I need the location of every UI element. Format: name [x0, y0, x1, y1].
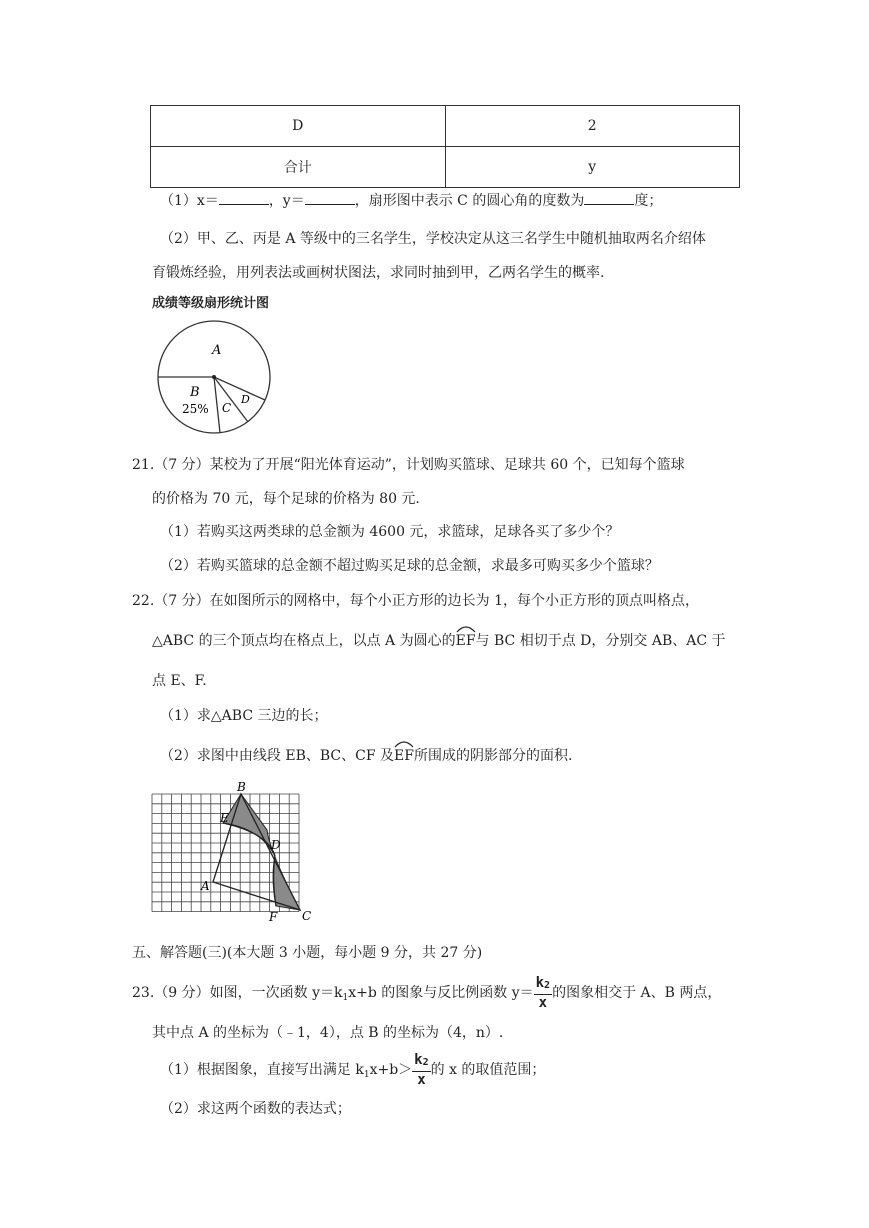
- pie-label-b-percent: 25%: [182, 402, 209, 416]
- answer-blank-y: [305, 190, 355, 205]
- answer-blank-x: [219, 190, 269, 205]
- table-cell-grade: D: [151, 106, 446, 147]
- pie-chart-figure: [150, 318, 280, 438]
- table-cell-grade: 合计: [151, 147, 446, 188]
- arc-ef-symbol: EF: [394, 748, 414, 764]
- pie-label-a: A: [212, 343, 222, 358]
- q21-line2: 的价格为 70 元，每个足球的价格为 80 元.: [152, 491, 420, 507]
- q20-part2-line1: （2）甲、乙、丙是 A 等级中的三名学生，学校决定从这三名学生中随机抽取两名介绍体: [160, 231, 706, 247]
- q20-part1: （1）x＝ ，y＝ ，扇形图中表示 C 的圆心角的度数为 度；: [160, 190, 662, 210]
- q22-part2: （2）求图中由线段 EB、BC、CF 及 EF所围成的阴影部分的面积.: [160, 745, 572, 765]
- figure-label-d: D: [271, 838, 281, 852]
- answer-blank-angle: [584, 190, 634, 205]
- fraction-k2-over-x: $\frac{k2}{x}$: [535, 975, 551, 1011]
- section-heading: 五、解答题(三)(本大题 3 小题，每小题 9 分，共 27 分): [132, 945, 483, 961]
- q21-line1: 21.（7 分）某校为了开展“阳光体育运动”，计划购买篮球、足球共 60 个，已知每个篮球: [132, 457, 685, 473]
- pie-label-d: D: [241, 393, 250, 406]
- fraction-k2-over-x: $\frac{k2}{x}$: [414, 1052, 429, 1088]
- q23-part2: （2）求这两个函数的表达式；: [160, 1101, 351, 1117]
- grid-triangle-figure: [140, 778, 320, 926]
- pie-chart-title: 成绩等级扇形统计图: [152, 296, 270, 311]
- table-row: [151, 106, 740, 147]
- pie-center-dot: [212, 375, 216, 379]
- q22-line1: 22.（7 分）在如图所示的网格中，每个小正方形的边长为 1，每个小正方形的顶点叫格点，: [132, 593, 699, 609]
- arc-mark-icon: [394, 739, 414, 748]
- q22-line2: △ABC 的三个顶点均在格点上，以点 A 为圆心的 EF与 BC 相切于点 D，分别交 AB、AC 于: [152, 630, 726, 650]
- shaded-region: [223, 794, 300, 910]
- figure-label-c: C: [302, 909, 312, 923]
- arc-mark-icon: [456, 624, 476, 633]
- grade-frequency-table: [150, 105, 740, 188]
- q20-part2-line2: 育锻炼经验，用列表法或画树状图法，求同时抽到甲，乙两名学生的概率.: [152, 265, 605, 281]
- q21-part2: （2）若购买篮球的总金额不超过购买足球的总金额，求最多可购买多少个篮球？: [160, 558, 659, 574]
- pie-radius-da: [214, 377, 265, 400]
- q22-part1: （1）求△ABC 三边的长；: [160, 708, 328, 724]
- q23-line1: 23.（9 分）如图，一次函数 $y=k_1x+b$ 的图象与反比例函数 y＝ $\frac{k2}{x}$ 的图象相交于 A、B 两点，: [132, 975, 722, 1011]
- figure-label-b: B: [237, 780, 246, 794]
- figure-label-e: E: [220, 811, 229, 825]
- arc-ef-symbol: EF: [456, 633, 476, 649]
- q23-line2: 其中点 A 的坐标为（﹣1，4），点 B 的坐标为（4，n）.: [152, 1025, 504, 1041]
- table-row: [151, 147, 740, 188]
- figure-label-f: F: [269, 910, 278, 924]
- pie-label-c: C: [222, 401, 232, 415]
- q21-part1: （1）若购买这两类球的总金额为 4600 元，求篮球，足球各买了多少个？: [160, 524, 620, 540]
- table-cell-count: y: [445, 147, 740, 188]
- pie-radius-bc: [214, 377, 220, 433]
- q23-part1: （1）根据图象，直接写出满足 $k_1x+b>$ $\frac{k2}{x}$ 的 x 的取值范围；: [160, 1052, 546, 1088]
- figure-label-a: A: [201, 879, 210, 893]
- table-cell-count: 2: [445, 106, 740, 147]
- q22-line3: 点 E、F.: [152, 673, 207, 689]
- pie-label-b: B: [190, 385, 200, 400]
